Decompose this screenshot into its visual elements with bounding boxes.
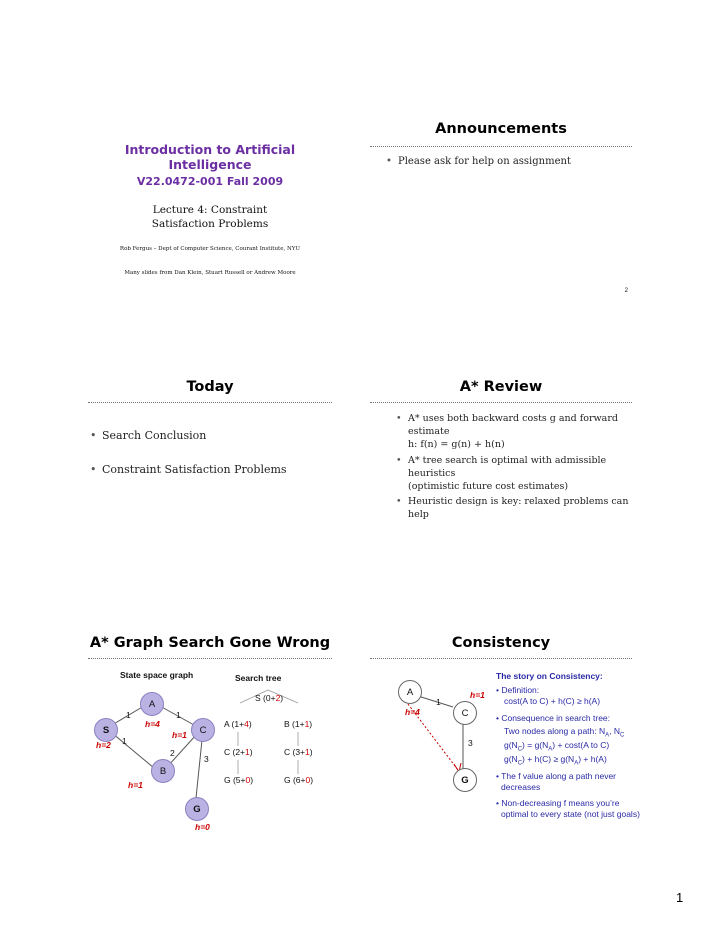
edge-cost-s-a: 1: [126, 710, 131, 720]
search-tree-label: Search tree: [235, 673, 282, 683]
edge-cost-c-g: 3: [204, 754, 209, 764]
heuristic-g: h=0: [195, 822, 210, 832]
graph-node-b: B: [151, 759, 175, 783]
bullet-astar-costs: • A* uses both backward costs g and forward estimate h: f(n) = g(n) + h(n): [396, 413, 618, 450]
author-line: Rob Fergus – Dept of Computer Science, Courant Institute, NYU: [119, 246, 301, 252]
slide-title: [88, 118, 332, 308]
tree-node-b: B (1+1): [284, 719, 313, 729]
slide-title-today: Today: [186, 379, 234, 395]
story-title: The story on Consistency:: [496, 671, 603, 681]
title-divider: [370, 402, 632, 403]
edge-cost-a-c: 1: [176, 710, 181, 720]
consequence-label: • Consequence in search tree:: [496, 713, 611, 723]
slide-title-consistency: Consistency: [451, 635, 551, 651]
bullet-announcement: • Please ask for help on assignment: [386, 156, 571, 167]
consistency-heuristic-c: h=1: [470, 690, 485, 700]
consequence-eq2: $g(N_C) + h(C) \ge g(N_A) + h(A)$: [504, 754, 607, 767]
consequence-line1: Two nodes along a path: $N_A$, $N_C$: [504, 726, 625, 739]
bullet-heuristic-design: • Heuristic design is key: relaxed problems can help: [396, 496, 629, 520]
consistency-node-c: C: [453, 701, 477, 725]
nondecreasing-line2: optimal to every state (not just goals): [501, 809, 640, 819]
slide-today: [88, 374, 332, 564]
tree-node-g-left: G (5+0): [224, 775, 254, 785]
tree-node-a: A (1+4): [224, 719, 252, 729]
slide-astar-review: [370, 374, 632, 564]
title-divider: [370, 146, 632, 147]
consistency-edge-c-g: 3: [468, 738, 473, 748]
lecture-title-line1: Lecture 4: Constraint: [152, 204, 268, 216]
slide-announcements: [370, 118, 632, 308]
bullet-csp: • Constraint Satisfaction Problems: [90, 463, 287, 476]
consistency-heuristic-a: h=4: [405, 707, 420, 717]
fvalue-line2: decreases: [501, 782, 541, 792]
definition-text: cost(A to C) + h(C) ≥ h(A): [504, 696, 601, 706]
edge-cost-s-b: 1: [122, 736, 127, 746]
course-code: V22.0472-001 Fall 2009: [136, 175, 284, 188]
consistency-edge-a-c: 1: [436, 697, 441, 707]
title-divider: [88, 402, 332, 403]
consistency-node-a: A: [398, 680, 422, 704]
tree-node-root: S (0+2): [255, 693, 284, 703]
handout-page-number: 1: [676, 890, 684, 905]
slide-title-astar-review: A* Review: [459, 379, 543, 395]
bullet-search-conclusion: • Search Conclusion: [90, 429, 207, 442]
graph-node-a: A: [140, 692, 164, 716]
tree-node-c-left: C (2+1): [224, 747, 253, 757]
edge-cost-b-c: 2: [170, 748, 175, 758]
graph-node-s: S: [94, 718, 118, 742]
heuristic-s: h=2: [96, 740, 111, 750]
tree-node-c-right: C (3+1): [284, 747, 313, 757]
credit-line: Many slides from Dan Klein, Stuart Russell or Andrew Moore: [124, 270, 296, 276]
state-space-graph-label: State space graph: [120, 670, 194, 680]
lecture-title-line2: Satisfaction Problems: [151, 218, 269, 230]
consistency-node-g: G: [453, 768, 477, 792]
definition-label: • Definition:: [496, 685, 540, 695]
fvalue-line1: • The f value along a path never: [496, 771, 617, 781]
heuristic-c: h=1: [172, 730, 187, 740]
nondecreasing-line1: • Non-decreasing f means you’re: [496, 798, 620, 808]
slide-title-announcements: Announcements: [435, 121, 567, 137]
graph-node-g: G: [185, 797, 209, 821]
graph-node-c: C: [191, 718, 215, 742]
bullet-astar-optimal: • A* tree search is optimal with admissible heuristics (optimistic future cost estimates): [396, 455, 607, 492]
slide-consistency: [370, 630, 640, 830]
heuristic-a: h=4: [145, 719, 160, 729]
heuristic-b: h=1: [128, 780, 143, 790]
slide-title-graph-search: A* Graph Search Gone Wrong: [89, 635, 331, 651]
tree-node-g-right: G (6+0): [284, 775, 314, 785]
course-title: Introduction to Artificial Intelligence: [124, 142, 296, 172]
slide-graph-search-wrong: [88, 630, 332, 830]
consequence-eq1: $g(N_C) = g(N_A) + \cos t(A$ to C): [504, 740, 610, 753]
slide-page-number: 2: [624, 288, 628, 294]
